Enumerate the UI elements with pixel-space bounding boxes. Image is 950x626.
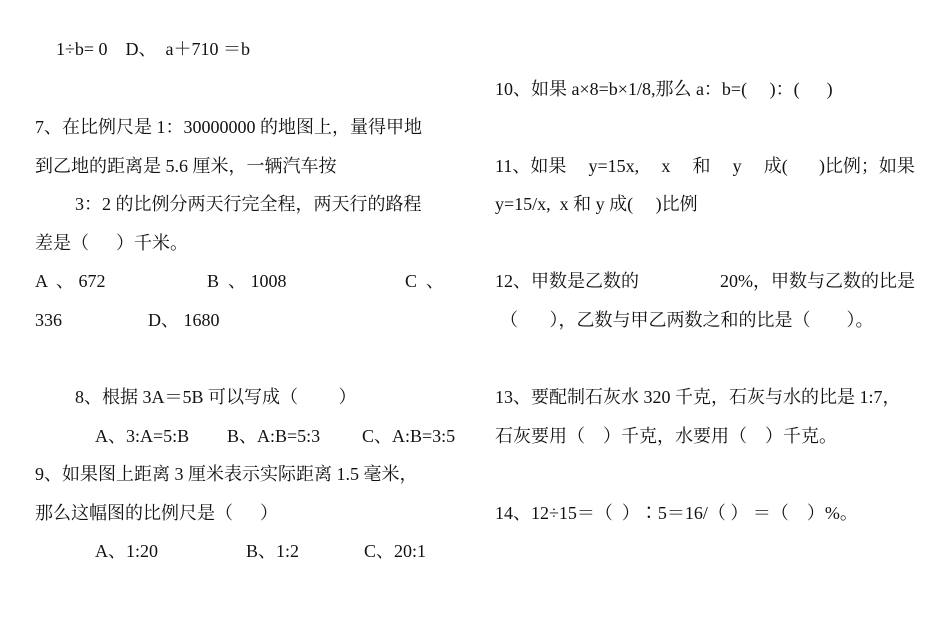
q11-part: )比例；如果 — [809, 156, 915, 176]
q7-line-3: 3：2 的比例分两天行完全程，两天行的路程 — [75, 194, 422, 214]
q12-part: 20%，甲数与乙数的比是 — [720, 271, 915, 291]
q8-option-a: A、3:A=5:B — [95, 426, 190, 446]
q7-option-d: D、 1680 — [148, 310, 220, 330]
q7-line-2: 到乙地的距离是 5.6 厘米，一辆汽车按 — [35, 156, 337, 176]
q13-line-1: 13、要配制石灰水 320 千克，石灰与水的比是 1:7， — [495, 387, 901, 407]
q11-line-2: y=15/x, x 和 y 成( )比例 — [495, 194, 698, 214]
q11-part: y=15x, — [588, 156, 640, 176]
q7-line-1: 7、在比例尺是 1：30000000 的地图上，量得甲地 — [35, 117, 422, 137]
q7-option-c: C 、 — [405, 271, 445, 291]
q9-option-b: B、1:2 — [246, 541, 300, 561]
q9-line-1: 9、如果图上距离 3 厘米表示实际距离 1.5 毫米， — [35, 464, 418, 484]
q7-option-b: B 、 1008 — [207, 271, 287, 291]
q8-option-c: C、A:B=3:5 — [362, 426, 456, 446]
q10-line: 10、如果 a×8=b×1/8,那么 a：b=( )：( ) — [495, 79, 833, 99]
q11-part: 11、如果 — [495, 156, 567, 176]
q14-line: 14、12÷15＝（ ）∶5＝16/（ ） ＝（ ）%。 — [495, 503, 858, 523]
q12-part: 12、甲数是乙数的 — [495, 271, 639, 291]
q12-line-1 — [495, 270, 915, 292]
q11-part: y — [732, 156, 742, 176]
q6-option-line: 1÷b= 0 D、 a＋710 ＝b — [56, 39, 251, 59]
q9-option-a: A、1:20 — [95, 541, 158, 561]
q8-option-b: B、A:B=5:3 — [227, 426, 321, 446]
q7-option-c-value: 336 — [35, 310, 62, 330]
q9-line-2: 那么这幅图的比例尺是（ ） — [35, 503, 278, 523]
q13-line-2: 石灰要用（ ）千克，水要用（ ）千克。 — [495, 426, 837, 446]
q8-line-1: 8、根据 3A＝5B 可以写成（ ） — [75, 387, 357, 407]
q11-part: x — [661, 156, 671, 176]
q11-line-1 — [495, 155, 915, 177]
q12-line-2: （ ），乙数与甲乙两数之和的比是（ ）。 — [500, 310, 874, 330]
q7-option-a: A 、 672 — [35, 271, 106, 291]
q11-part: 和 — [692, 156, 711, 176]
q9-option-c: C、20:1 — [364, 541, 427, 561]
q7-line-4: 差是（ ）千米。 — [35, 233, 188, 253]
q11-part: 成( — [763, 156, 788, 176]
